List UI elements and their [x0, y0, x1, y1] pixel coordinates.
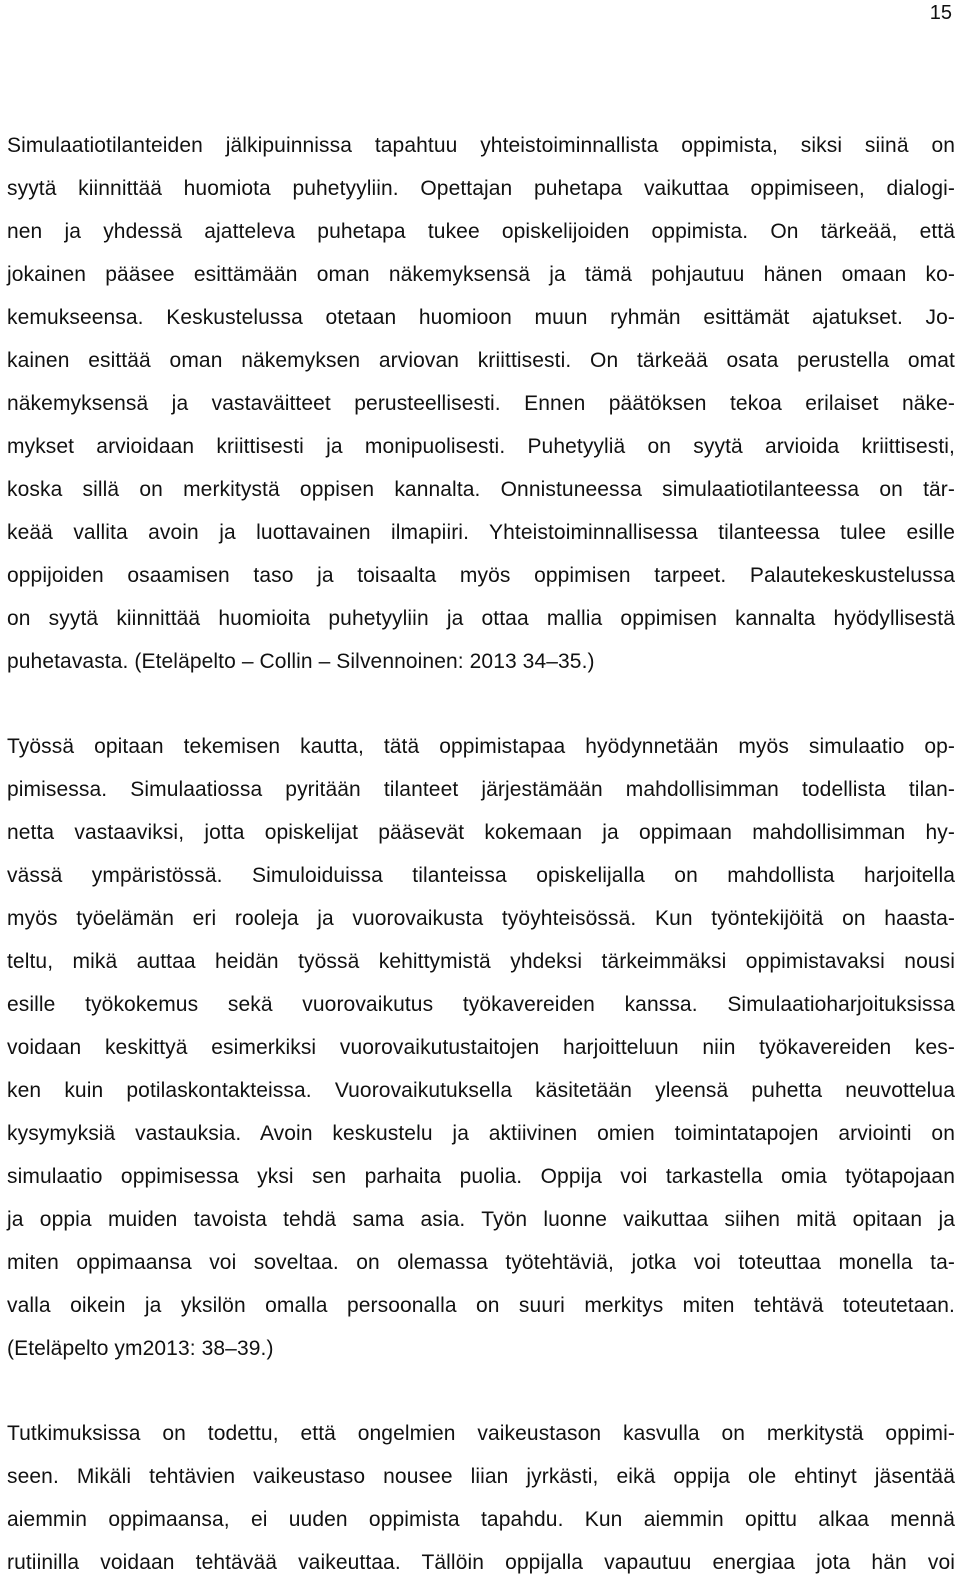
- text-line: voidaan keskittyä esimerkiksi vuorovaikutustaitojen harjoitteluun niin työkavereiden kes-: [7, 1036, 955, 1059]
- text-line: aiemmin oppimaansa, ei uuden oppimista tapahdu. Kun aiemmin opittu alkaa mennä: [7, 1508, 955, 1531]
- paragraph-simulation-debriefing: [7, 124, 955, 683]
- paragraph-learning-by-doing: [7, 725, 955, 1370]
- text-line: kysymyksiä vastauksia. Avoin keskustelu ja aktiivinen omien toimintatapojen arviointi on: [7, 1122, 955, 1145]
- text-line: Simulaatiotilanteiden jälkipuinnissa tapahtuu yhteistoiminnallista oppimista, siksi siinä on: [7, 134, 955, 157]
- text-line: ken kuin potilaskontakteissa. Vuorovaikutuksella käsitetään yleensä puhetta neuvottelua: [7, 1079, 955, 1102]
- text-line: ja oppia muiden tavoista tehdä sama asia. Työn luonne vaikuttaa siihen mitä opitaan ja: [7, 1208, 955, 1231]
- page-number: 15: [929, 2, 952, 24]
- text-line: nen ja yhdessä ajatteleva puhetapa tukee opiskelijoiden oppimista. On tärkeää, että: [7, 220, 955, 243]
- text-line: vässä ympäristössä. Simuloiduissa tilanteissa opiskelijalla on mahdollista harjoitella: [7, 864, 955, 887]
- text-line: valla oikein ja yksilön omalla persoonalla on suuri merkitys miten tehtävä toteutetaan.: [7, 1294, 955, 1317]
- text-line: rutiinilla voidaan tehtävää vaikeuttaa. Tällöin oppijalla vapautuu energiaa jota hän voi: [7, 1551, 955, 1574]
- paragraph-gap: [7, 683, 955, 725]
- text-line: mykset arvioidaan kriittisesti ja monipuolisesti. Puhetyyliä on syytä arvioida kriittisesti,: [7, 435, 955, 458]
- text-line: on syytä kiinnittää huomioita puhetyyliin ja ottaa mallia oppimisen kannalta hyödyllisestä: [7, 607, 955, 630]
- text-line: näkemyksensä ja vastaväitteet perusteellisesti. Ennen päätöksen tekoa erilaiset näke-: [7, 392, 955, 415]
- text-line: esille työkokemus sekä vuorovaikutus työkavereiden kanssa. Simulaatioharjoituksissa: [7, 993, 955, 1016]
- text-line: jokainen pääsee esittämään oman näkemyksensä ja tämä pohjautuu hänen omaan ko-: [7, 263, 955, 286]
- text-line: koska sillä on merkitystä oppisen kannalta. Onnistuneessa simulaatiotilanteessa on tär-: [7, 478, 955, 501]
- text-line: simulaatio oppimisessa yksi sen parhaita puolia. Oppija voi tarkastella omia työtapojaan: [7, 1165, 955, 1188]
- text-line: Tutkimuksissa on todettu, että ongelmien vaikeustason kasvulla on merkitystä oppimi-: [7, 1422, 955, 1445]
- text-line: seen. Mikäli tehtävien vaikeustaso nousee liian jyrkästi, eikä oppija ole ehtinyt jäsentää: [7, 1465, 955, 1488]
- text-line: kainen esittää oman näkemyksen arviovan kriittisesti. On tärkeää osata perustella omat: [7, 349, 955, 372]
- paragraph-gap: [7, 1370, 955, 1412]
- text-line: oppijoiden osaamisen taso ja toisaalta myös oppimisen tarpeet. Palautekeskustelussa: [7, 564, 955, 587]
- text-line: syytä kiinnittää huomiota puhetyyliin. Opettajan puhetapa vaikuttaa oppimiseen, dialogi-: [7, 177, 955, 200]
- text-line: myös työelämän eri rooleja ja vuorovaikusta työyhteisössä. Kun työntekijöitä on haasta-: [7, 907, 955, 930]
- text-line: teltu, mikä auttaa heidän työssä kehittymistä yhdeksi tärkeimmäksi oppimistavaksi nousi: [7, 950, 955, 973]
- text-line: miten oppimaansa voi soveltaa. on olemassa työtehtäviä, jotka voi toteuttaa monella ta-: [7, 1251, 955, 1274]
- text-line: netta vastaaviksi, jotta opiskelijat pääsevät kokemaan ja oppimaan mahdollisimman hy-: [7, 821, 955, 844]
- text-line: kemukseensa. Keskustelussa otetaan huomioon muun ryhmän esittämät ajatukset. Jo-: [7, 306, 955, 329]
- text-line: keää vallita avoin ja luottavainen ilmapiiri. Yhteistoiminnallisessa tilanteessa tulee esille: [7, 521, 955, 544]
- body-text: [7, 124, 955, 1584]
- paragraph-research-difficulty: [7, 1412, 955, 1584]
- text-line: (Eteläpelto ym2013: 38–39.): [7, 1337, 274, 1360]
- text-line: puhetavasta. (Eteläpelto – Collin – Silvennoinen: 2013 34–35.): [7, 650, 595, 673]
- text-line: pimisessa. Simulaatiossa pyritään tilanteet järjestämään mahdollisimman todellista tilan-: [7, 778, 955, 801]
- text-line: Työssä opitaan tekemisen kautta, tätä oppimistapaa hyödynnetään myös simulaatio op-: [7, 735, 955, 758]
